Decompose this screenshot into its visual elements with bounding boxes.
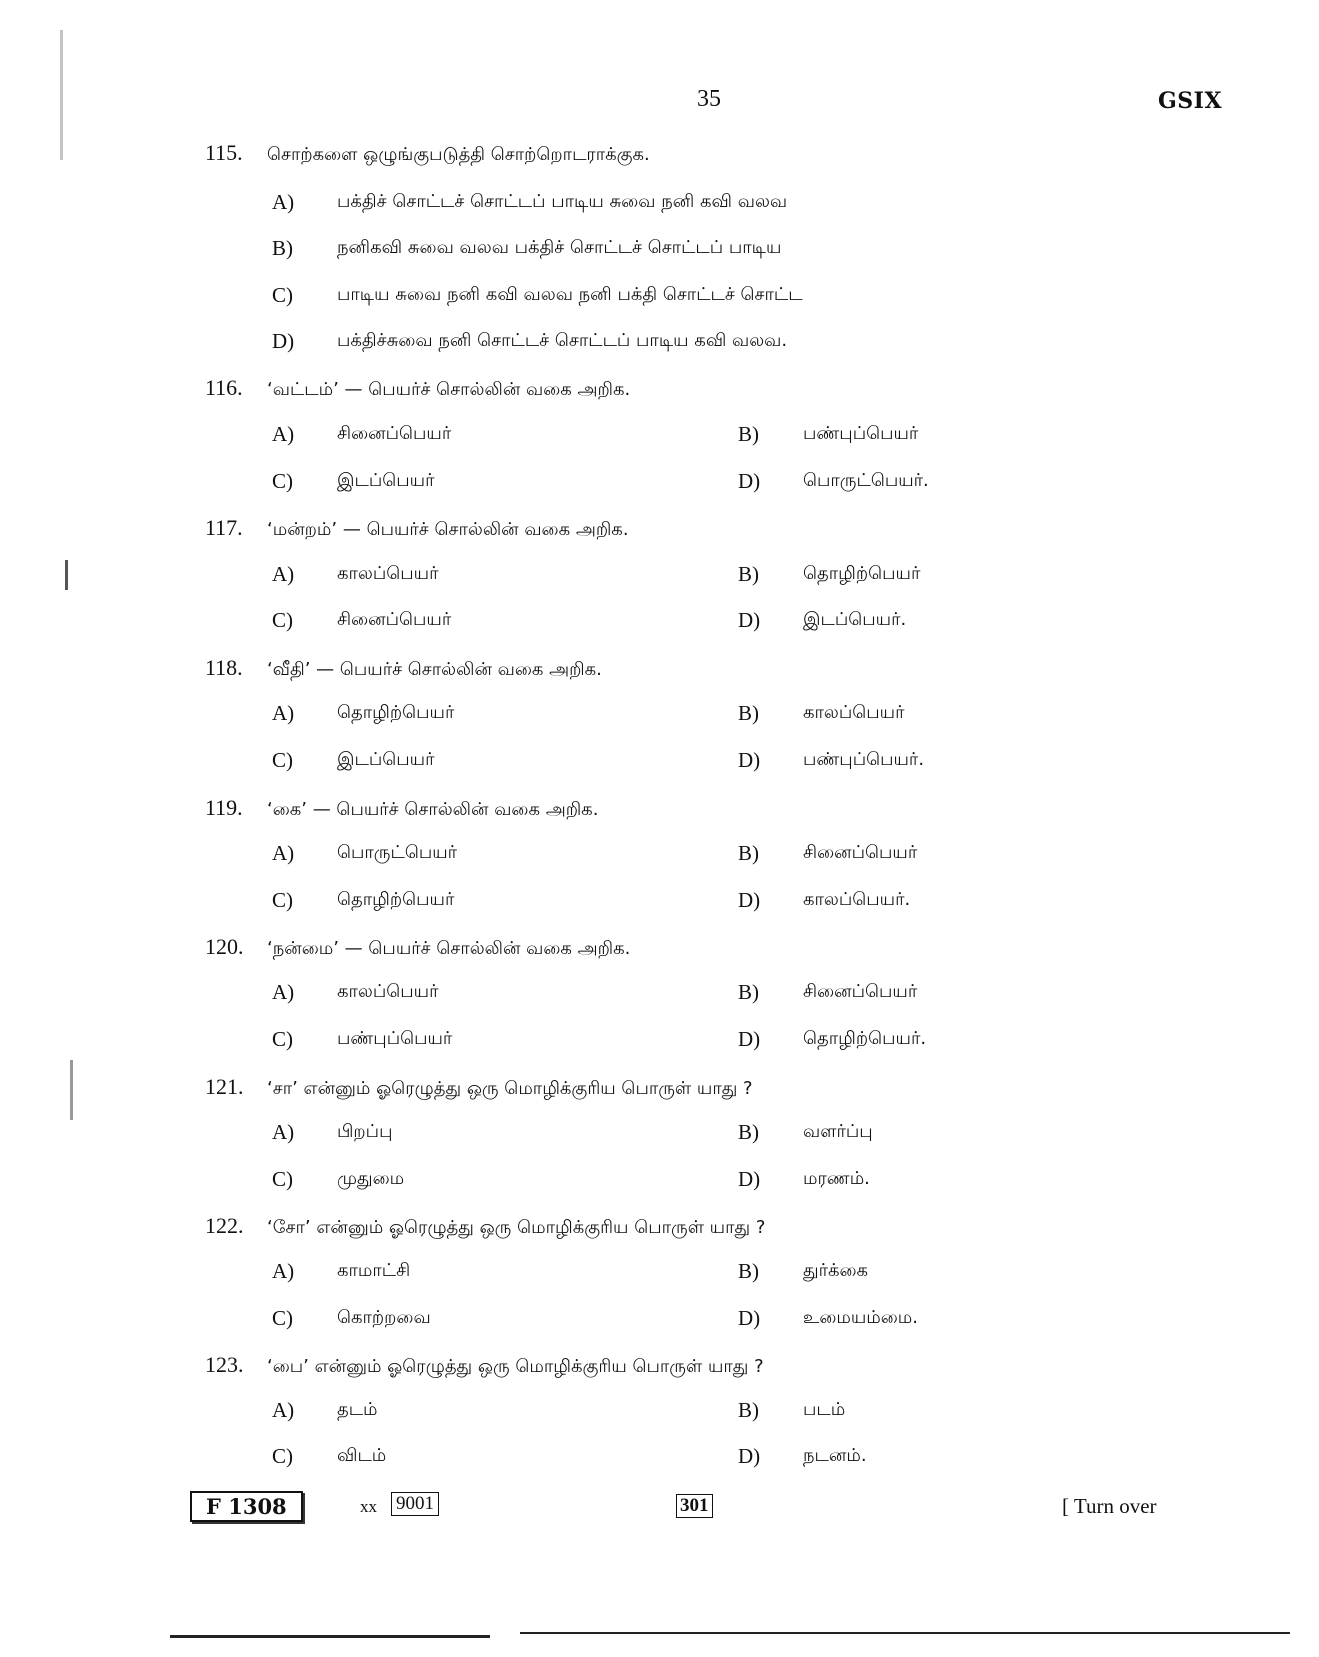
option-text: இடப்பெயர்.: [803, 609, 907, 630]
question-119: [205, 795, 598, 822]
scan-margin-mark: [60, 30, 63, 160]
sheet-number: 301: [676, 1494, 713, 1518]
option-text: பண்புப்பெயர்: [803, 423, 919, 444]
page-number: 35: [697, 86, 721, 112]
series-code: 9001: [391, 1492, 439, 1516]
question-123: [205, 1352, 764, 1379]
bottom-rule-right: [520, 1632, 1290, 1634]
option-label: A): [272, 562, 295, 586]
question-number: 121.: [205, 1074, 244, 1099]
question-number: 115.: [205, 140, 243, 165]
option-label: C): [272, 1027, 293, 1051]
question-121: [205, 1074, 753, 1101]
option-text: படம்: [803, 1399, 846, 1420]
question-117: [205, 515, 629, 542]
option-text: காலப்பெயர்: [337, 981, 439, 1002]
question-118: [205, 655, 602, 682]
option-label: B): [738, 1398, 759, 1422]
option-text: பண்புப்பெயர்: [337, 1028, 453, 1049]
option-label: D): [738, 1027, 761, 1051]
option-label: A): [272, 1398, 295, 1422]
option-text: தொழிற்பெயர்: [337, 889, 455, 910]
option-text: பொருட்பெயர்: [337, 842, 458, 863]
option-label: B): [738, 701, 759, 725]
option-text: காலப்பெயர்.: [803, 889, 911, 910]
option-text: காலப்பெயர்: [337, 563, 439, 584]
option-text: தொழிற்பெயர்.: [803, 1028, 927, 1049]
option-label: B): [738, 841, 759, 865]
bottom-rule-left: [170, 1635, 490, 1638]
question-stem: ‘வீதி’ — பெயர்ச் சொல்லின் வகை அறிக.: [267, 659, 602, 680]
question-122: [205, 1213, 765, 1240]
option-label: A): [272, 1120, 295, 1144]
option-label: C): [272, 1444, 293, 1468]
option-label: A): [272, 701, 295, 725]
scan-margin-mark: [65, 560, 68, 590]
option-text: முதுமை: [337, 1168, 405, 1189]
option-text: இடப்பெயர்: [337, 749, 435, 770]
question-stem: ‘கை’ — பெயர்ச் சொல்லின் வகை அறிக.: [267, 799, 599, 820]
question-115: [205, 140, 650, 167]
option-text: விடம்: [337, 1445, 387, 1466]
option-text: சினைப்பெயர்: [337, 609, 452, 630]
option-label: C): [272, 748, 293, 772]
xx-prefix: xx: [360, 1497, 377, 1516]
option-label: B): [738, 562, 759, 586]
option-text: மரணம்.: [803, 1168, 870, 1189]
option-label: A): [272, 190, 295, 214]
option-label: B): [738, 1259, 759, 1283]
option-text: பண்புப்பெயர்.: [803, 749, 925, 770]
question-stem: ‘பை’ என்னும் ஓரெழுத்து ஒரு மொழிக்குரிய பொருள் யாது ?: [267, 1356, 764, 1377]
option-text: பக்திச்சுவை நனி சொட்டச் சொட்டப் பாடிய கவி வலவ.: [337, 330, 788, 351]
option-label: B): [272, 236, 293, 260]
option-text: பாடிய சுவை நனி கவி வலவ நனி பக்தி சொட்டச் சொட்ட: [337, 284, 803, 305]
option-label: A): [272, 1259, 295, 1283]
option-text: சினைப்பெயர்: [337, 423, 452, 444]
option-text: காமாட்சி: [337, 1260, 411, 1281]
option-label: C): [272, 888, 293, 912]
question-number: 123.: [205, 1352, 244, 1377]
option-label: D): [738, 469, 761, 493]
option-label: B): [738, 980, 759, 1004]
question-stem: ‘சோ’ என்னும் ஓரெழுத்து ஒரு மொழிக்குரிய பொருள் யாது ?: [267, 1217, 766, 1238]
option-text: சினைப்பெயர்: [803, 842, 918, 863]
question-116: [205, 375, 630, 402]
option-label: D): [738, 888, 761, 912]
question-stem: ‘நன்மை’ — பெயர்ச் சொல்லின் வகை அறிக.: [267, 938, 631, 959]
option-text: துர்க்கை: [803, 1260, 869, 1281]
option-label: A): [272, 980, 295, 1004]
option-text: உமையம்மை.: [803, 1307, 919, 1328]
question-stem: சொற்களை ஒழுங்குபடுத்தி சொற்றொடராக்குக.: [267, 144, 650, 165]
option-label: D): [738, 1444, 761, 1468]
option-text: வளர்ப்பு: [803, 1121, 873, 1142]
question-stem: ‘சா’ என்னும் ஓரெழுத்து ஒரு மொழிக்குரிய பொருள் யாது ?: [267, 1078, 753, 1099]
question-stem: ‘வட்டம்’ — பெயர்ச் சொல்லின் வகை அறிக.: [267, 379, 631, 400]
option-label: D): [272, 329, 295, 353]
question-number: 120.: [205, 934, 244, 959]
option-label: B): [738, 422, 759, 446]
option-label: C): [272, 469, 293, 493]
option-text: சினைப்பெயர்: [803, 981, 918, 1002]
question-number: 119.: [205, 795, 243, 820]
turn-over-label: [ Turn over: [1062, 1494, 1157, 1518]
option-label: D): [738, 748, 761, 772]
option-text: தடம்: [337, 1399, 378, 1420]
question-number: 116.: [205, 375, 243, 400]
question-number: 118.: [205, 655, 243, 680]
option-label: D): [738, 608, 761, 632]
option-text: தொழிற்பெயர்: [803, 563, 921, 584]
option-text: பிறப்பு: [337, 1121, 393, 1142]
option-label: C): [272, 283, 293, 307]
option-label: C): [272, 608, 293, 632]
option-text: நனிகவி சுவை வலவ பக்திச் சொட்டச் சொட்டப் பாடிய: [337, 237, 782, 258]
option-text: பொருட்பெயர்.: [803, 470, 929, 491]
option-label: C): [272, 1306, 293, 1330]
option-label: D): [738, 1306, 761, 1330]
paper-code: GSIX: [1158, 88, 1223, 114]
question-120: [205, 934, 630, 961]
booklet-code: F 1308: [190, 1491, 303, 1522]
option-text: பக்திச் சொட்டச் சொட்டப் பாடிய சுவை நனி கவி வலவ: [337, 191, 788, 212]
option-text: நடனம்.: [803, 1445, 867, 1466]
option-text: காலப்பெயர்: [803, 702, 905, 723]
option-label: C): [272, 1167, 293, 1191]
question-number: 117.: [205, 515, 243, 540]
option-text: தொழிற்பெயர்: [337, 702, 455, 723]
question-number: 122.: [205, 1213, 244, 1238]
option-text: இடப்பெயர்: [337, 470, 435, 491]
option-label: B): [738, 1120, 759, 1144]
option-label: A): [272, 422, 295, 446]
option-text: கொற்றவை: [337, 1307, 431, 1328]
option-label: A): [272, 841, 295, 865]
scan-margin-mark: [70, 1060, 73, 1120]
option-label: D): [738, 1167, 761, 1191]
question-stem: ‘மன்றம்’ — பெயர்ச் சொல்லின் வகை அறிக.: [267, 519, 629, 540]
